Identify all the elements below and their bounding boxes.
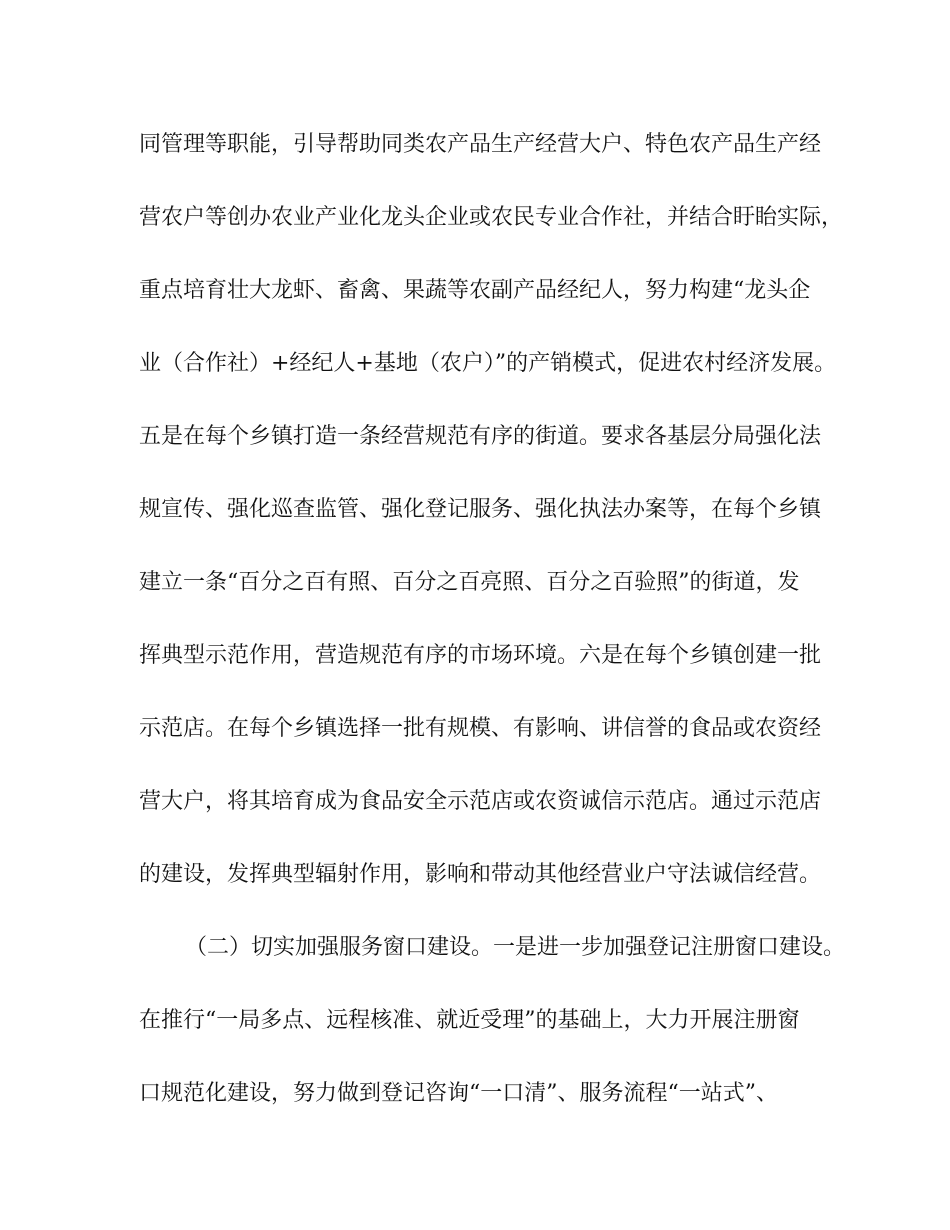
paragraph-line: 五是在每个乡镇打造一条经营规范有序的街道。要求各基层分局强化法: [139, 424, 822, 449]
paragraph-line: 挥典型示范作用，营造规范有序的市场环境。六是在每个乡镇创建一批: [139, 643, 822, 668]
paragraph-line: 营农户等创办农业产业化龙头企业或农民专业合作社，并结合盱眙实际，: [139, 205, 844, 230]
paragraph-line: 示范店。在每个乡镇选择一批有规模、有影响、讲信誉的食品或农资经: [139, 716, 822, 741]
paragraph-line: 建立一条“百分之百有照、百分之百亮照、百分之百验照”的街道，发: [139, 570, 800, 595]
paragraph-line: 规宣传、强化巡查监管、强化登记服务、强化执法办案等，在每个乡镇: [139, 497, 822, 522]
paragraph-line: 营大户，将其培育成为食品安全示范店或农资诚信示范店。通过示范店: [139, 789, 822, 814]
paragraph-line: 在推行“一局多点、远程核准、就近受理”的基础上，大力开展注册窗: [139, 1008, 800, 1033]
paragraph-line: 业（合作社）+经纪人+基地（农户）”的产销模式，促进农村经济发展。: [139, 351, 837, 376]
paragraph-line: 重点培育壮大龙虾、畜禽、果蔬等农副产品经纪人，努力构建“龙头企: [139, 278, 811, 303]
paragraph-line: 口规范化建设，努力做到登记咨询“一口清”、服务流程“一站式”、: [139, 1081, 778, 1106]
section-heading-line: （二）切实加强服务窗口建设。一是进一步加强登记注册窗口建设。: [185, 935, 846, 960]
paragraph-line: 同管理等职能，引导帮助同类农产品生产经营大户、特色农产品生产经: [139, 132, 822, 157]
paragraph-line: 的建设，发挥典型辐射作用，影响和带动其他经营业户守法诚信经营。: [139, 862, 822, 887]
